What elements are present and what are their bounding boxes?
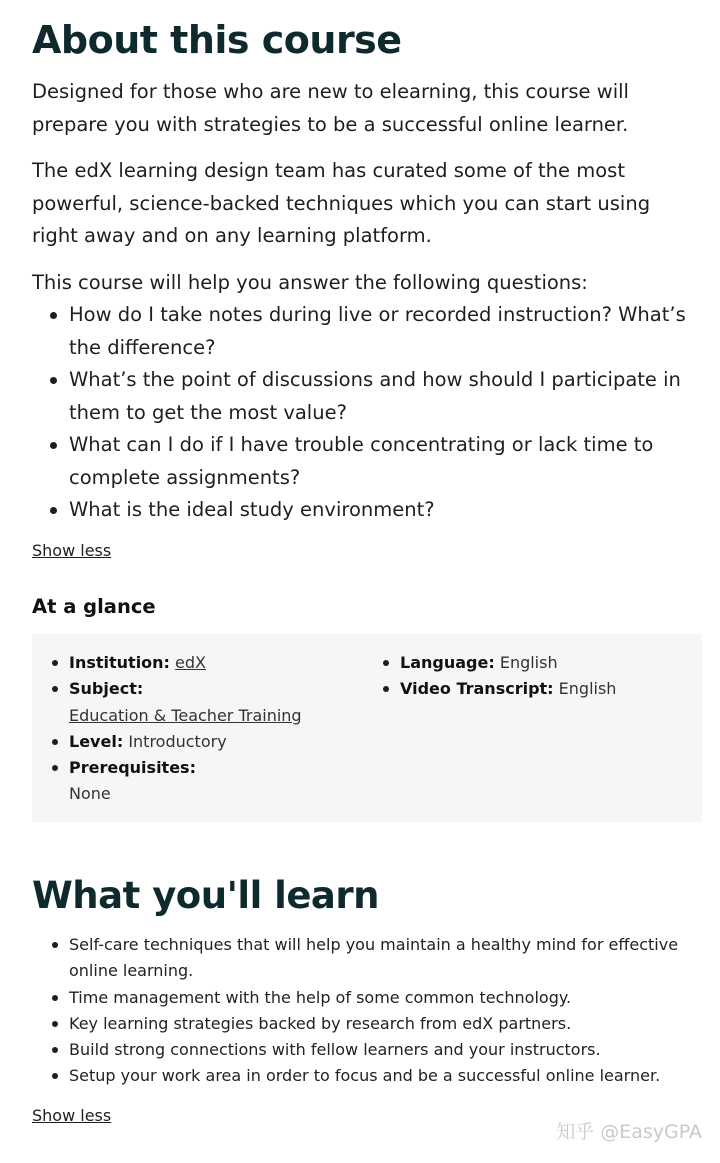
glance-item-transcript [400,676,690,702]
subject-label: Subject: [69,679,144,699]
at-a-glance-heading: At a glance [32,595,156,618]
list-item: Key learning strategies backed by research from edX partners. [69,1011,702,1037]
subject-link[interactable]: Education & Teacher Training [69,705,302,725]
institution-link[interactable]: edX [175,653,207,672]
glance-item-prerequisites [69,755,329,808]
questions-intro: This course will help you answer the following questions: [32,271,588,294]
list-item: How do I take notes during live or recorded instruction? What’s the difference? [69,299,701,364]
list-item: What can I do if I have trouble concentrating or lack time to complete assignments? [69,429,701,494]
prerequisites-value: None [69,784,111,804]
prerequisites-label: Prerequisites: [69,758,196,778]
level-label: Level: [69,731,124,751]
about-course-heading: About this course [32,18,402,62]
about-show-less-link[interactable]: Show less [32,541,112,560]
list-item: What is the ideal study environment? [69,494,701,527]
at-a-glance-panel [32,634,702,822]
transcript-label: Video Transcript: [400,679,554,699]
list-item: Self-care techniques that will help you maintain a healthy mind for effective online learning. [69,932,702,985]
glance-item-language [400,650,690,676]
glance-item-subject [69,676,329,729]
list-item: What’s the point of discussions and how should I participate in them to get the most value? [69,364,701,429]
list-item: Setup your work area in order to focus and be a successful online learner. [69,1063,702,1089]
about-paragraph-2: The edX learning design team has curated some of the most powerful, science-backed techniques which you can start using right away and on any learning platform. [32,159,651,247]
glance-item-institution [69,650,329,676]
what-you-learn-heading: What you'll learn [32,874,379,917]
glance-item-level [69,729,329,755]
learn-show-less-link[interactable]: Show less [32,1106,112,1125]
level-value: Introductory [128,731,227,751]
institution-label: Institution: [69,653,170,672]
about-paragraph-1: Designed for those who are new to elearning, this course will prepare you with strategies to be a successful online learner. [32,80,629,136]
glance-list-left [69,650,329,808]
list-item: Build strong connections with fellow learners and your instructors. [69,1037,702,1063]
language-value: English [499,653,558,672]
list-item: Time management with the help of some common technology. [69,985,702,1011]
transcript-value: English [558,679,617,699]
glance-list-right [400,650,690,703]
questions-list [32,299,701,527]
language-label: Language: [400,653,495,672]
learn-list [32,932,702,1090]
watermark: 知乎 @EasyGPA [556,1121,702,1143]
